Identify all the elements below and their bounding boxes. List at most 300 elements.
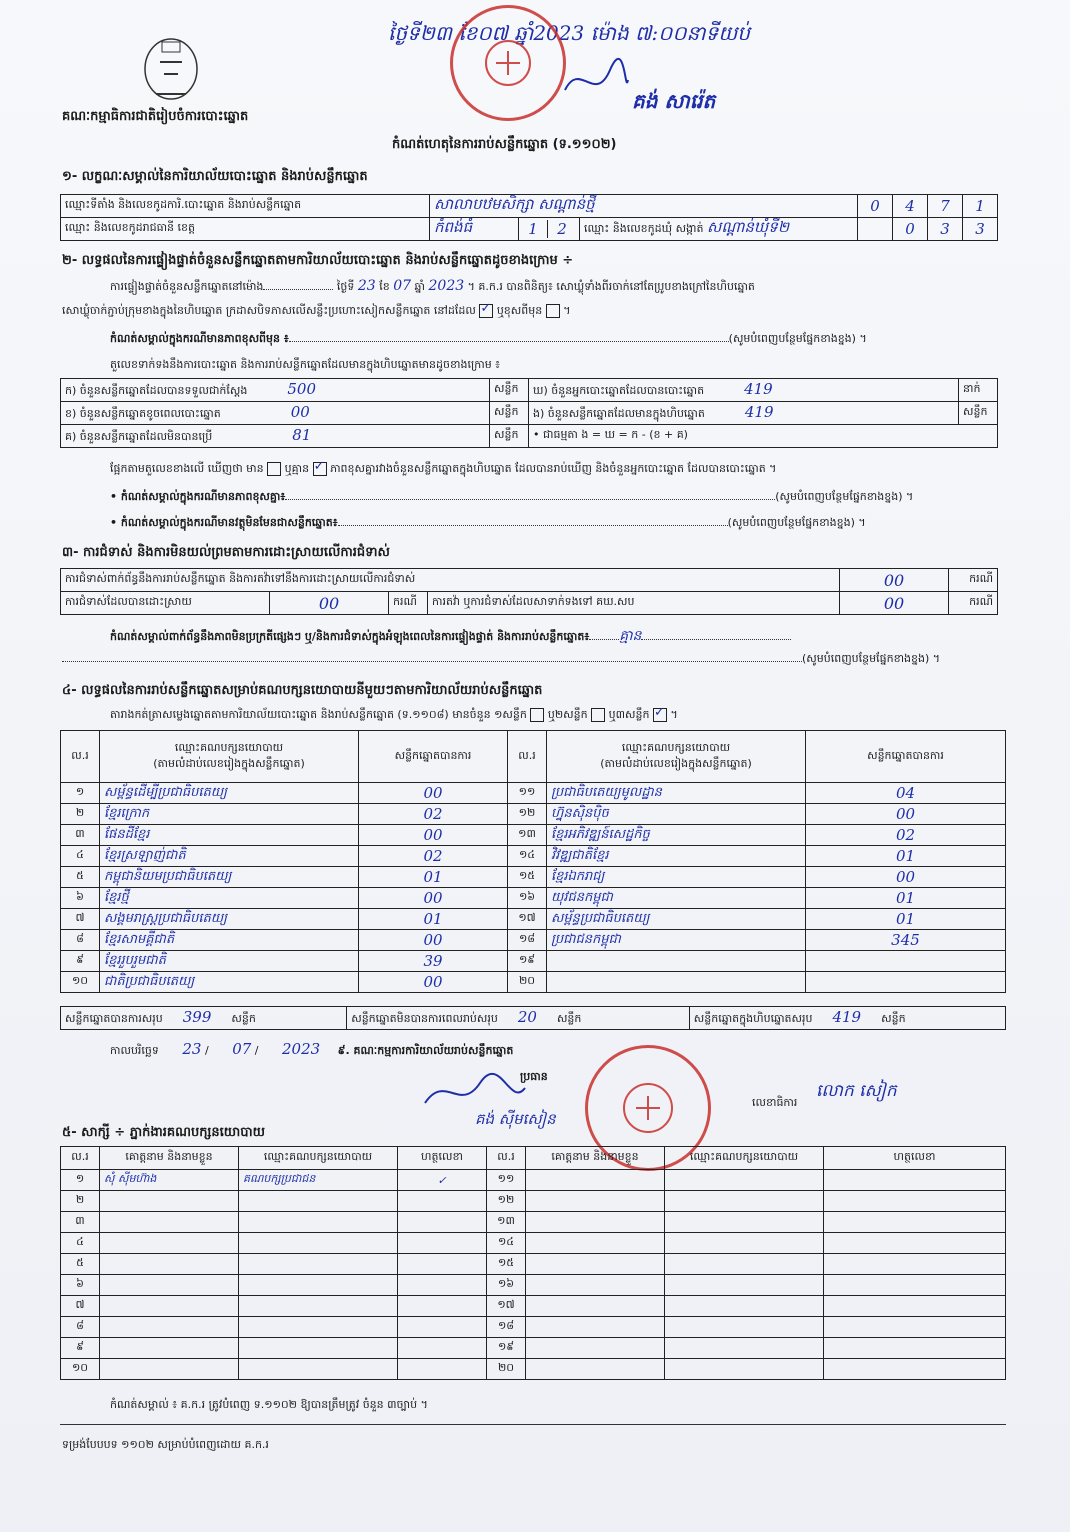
location-code-digit: 1	[963, 195, 998, 218]
witness-name	[100, 1296, 239, 1317]
witness-party	[665, 1338, 824, 1359]
party-name	[547, 972, 806, 993]
two-sheets-label: ឬ២សន្លឹក	[547, 708, 588, 721]
witness-name	[100, 1212, 239, 1233]
witness-name	[526, 1359, 665, 1380]
party-no: ២០	[508, 972, 547, 993]
witness-no: ៧	[61, 1296, 100, 1317]
objections-label: ការជំទាស់ពាក់ព័ន្ធនឹងការរាប់សន្លឹកឆ្នោត និងការតវ៉ាទៅនឹងការដោះស្រាយលើការជំទាស់	[61, 569, 840, 592]
location-code-digit: 4	[893, 195, 928, 218]
same-checkbox[interactable]	[479, 304, 493, 318]
table-row	[61, 783, 1006, 804]
national-emblem-icon	[140, 34, 202, 104]
party-no: ៧	[61, 909, 100, 930]
back-side-hint: (សូមបំពេញបន្ថែមផ្នែកខាងខ្នង) ។	[727, 516, 866, 529]
table-row	[61, 825, 1006, 846]
witness-no: ១១	[487, 1170, 526, 1191]
party-no: ៣	[61, 825, 100, 846]
two-sheets-checkbox[interactable]	[591, 708, 605, 722]
witness-signature	[824, 1359, 1006, 1380]
witness-name	[526, 1212, 665, 1233]
party-no: ១៩	[508, 951, 547, 972]
party-name: ប្រជាធិបតេយ្យមូលដ្ឋាន	[547, 783, 806, 804]
date-day: 23	[182, 1040, 202, 1058]
witness-party	[239, 1317, 398, 1338]
party-name: កម្ពុជានិយមប្រជាធិបតេយ្យ	[100, 867, 359, 888]
witness-signature	[398, 1275, 487, 1296]
ballots-received-value: 500	[287, 380, 316, 398]
col-no-header: ល.រ	[61, 731, 100, 783]
party-no: ៤	[61, 846, 100, 867]
date-committee-line: កាលបរិច្ឆេទ 23 / 07 / 2023 ៩. គណៈកម្មការការិយាល័យរាប់សន្លឹកឆ្នោត	[110, 1040, 514, 1058]
form-title: កំណត់ហេតុនៃការរាប់សន្លឹកឆ្នោត (ទ.១១០២)	[392, 137, 617, 152]
col-votes-header: សន្លឹកឆ្នោតបានការ	[806, 731, 1006, 783]
party-name: វិវឌ្ឍជាតិខ្មែរ	[547, 846, 806, 867]
party-name: ខ្មែរសាមគ្គីជាតិ	[100, 930, 359, 951]
witness-party	[665, 1317, 824, 1338]
witness-name	[526, 1296, 665, 1317]
no-discrepancy-checkbox[interactable]	[313, 462, 327, 476]
table-row	[61, 909, 1006, 930]
section1-table	[60, 194, 998, 241]
table-row	[61, 1212, 1006, 1233]
col-no-header: ល.រ	[508, 731, 547, 783]
witness-party	[665, 1359, 824, 1380]
tally-sheet-line: តារាងកត់ត្រាសម្លេងឆ្នោតតាមការិយាល័យបោះឆ្នោត និងរាប់សន្លឹកឆ្នោត (ទ.១១០៨) មានចំនួន ១សន្លឹក ឬ២សន្លឹក ឬ៣សន្លឹក ✓ ។	[110, 708, 678, 724]
witness-party	[665, 1170, 824, 1191]
party-no: ១៣	[508, 825, 547, 846]
committee-name: គណៈកម្មាធិការជាតិរៀបចំការបោះឆ្នោត	[62, 109, 249, 124]
unit-person: នាក់	[959, 379, 998, 402]
commune-code-digit: 3	[963, 218, 998, 241]
president-label: ប្រធាន	[520, 1070, 548, 1083]
party-votes: 00	[359, 972, 508, 993]
witness-name	[526, 1317, 665, 1338]
province-code-digit: 1	[519, 220, 548, 238]
three-sheets-label: ឬ៣សន្លឹក	[608, 708, 650, 721]
witness-no: ១៥	[487, 1254, 526, 1275]
total-box-cell	[689, 1007, 1005, 1030]
unit-ballot: សន្លឹក	[490, 379, 529, 402]
witness-signature	[398, 1233, 487, 1254]
total-box-value: 419	[832, 1008, 862, 1026]
c-label: គ) ចំនួនសន្លឹកឆ្នោតដែលមិនបានប្រើ	[65, 430, 213, 443]
total-valid-value: 399	[182, 1008, 212, 1026]
party-votes: 02	[359, 846, 508, 867]
table-row	[61, 1170, 1006, 1191]
party-no: ១៨	[508, 930, 547, 951]
section2-title: ២- លទ្ធផលនៃការផ្ទៀងផ្ទាត់ចំនួនសន្លឹកឆ្នោតតាមការិយាល័យបោះឆ្នោត និងរាប់សន្លឹកឆ្នោតដូចខាងក្រោម ÷	[62, 253, 574, 268]
section4-title: ៤- លទ្ធផលនៃការរាប់សន្លឹកឆ្នោតសម្រាប់គណបក្សនយោបាយនីមួយៗតាមការិយាល័យរាប់សន្លឹកឆ្នោត	[62, 683, 543, 698]
total-invalid-label: សន្លឹកឆ្នោតមិនបានការពេលរាប់សរុប	[351, 1012, 498, 1025]
witness-no: ១២	[487, 1191, 526, 1212]
col-party-subtitle: (តាមលំដាប់លេខរៀងក្នុងសន្លឹកឆ្នោត)	[600, 756, 752, 770]
witness-name	[100, 1338, 239, 1359]
total-valid-cell	[61, 1007, 347, 1030]
col-name-header: គោត្តនាម និងនាមខ្លួន	[100, 1147, 239, 1170]
province-code-digit: 2	[557, 220, 567, 238]
witness-party: គណបក្សប្រជាជន	[239, 1170, 398, 1191]
party-votes: 02	[806, 825, 1006, 846]
witness-signature	[398, 1254, 487, 1275]
spoiled-ballots-value: 00	[290, 403, 310, 421]
col-party-title: ឈ្មោះគណបក្សនយោបាយ	[174, 740, 284, 754]
party-votes: 01	[806, 888, 1006, 909]
witness-name	[526, 1170, 665, 1191]
back-side-hint: (សូមបំពេញបន្ថែមផ្នែកខាងខ្នង) ។	[728, 332, 867, 345]
witness-signature	[824, 1296, 1006, 1317]
unit-ballot: សន្លឹក	[556, 1012, 582, 1025]
table-row	[61, 951, 1006, 972]
a-label: ក) ចំនួនសន្លឹកឆ្នោតដែលបានទទួលជាក់ស្តែង	[65, 384, 248, 397]
section1-title: ១- លក្ខណៈសម្គាល់នៃការិយាល័យបោះឆ្នោត និងរាប់សន្លឹកឆ្នោត	[62, 169, 368, 184]
party-votes: 39	[359, 951, 508, 972]
ballots-received-label	[61, 379, 490, 402]
witness-name	[100, 1191, 239, 1212]
party-no: ៦	[61, 888, 100, 909]
party-results-table	[60, 730, 1006, 993]
witness-name	[526, 1191, 665, 1212]
witness-name	[100, 1254, 239, 1275]
witness-signature	[824, 1212, 1006, 1233]
col-name-header: គោត្តនាម និងនាមខ្លួន	[526, 1147, 665, 1170]
col-party-subtitle: (តាមលំដាប់លេខរៀងក្នុងសន្លឹកឆ្នោត)	[153, 756, 305, 770]
secretary-label: លេខាធិការ	[752, 1096, 798, 1109]
witness-party	[665, 1296, 824, 1317]
verification-line	[110, 278, 1010, 296]
witness-no: ២	[61, 1191, 100, 1212]
party-votes: 02	[359, 804, 508, 825]
location-code-digit: 0	[858, 195, 893, 218]
province-value: កំពង់ធំ	[430, 218, 519, 241]
official-stamp-top	[450, 5, 566, 121]
party-no: ៩	[61, 951, 100, 972]
col-sign-header: ហត្ថលេខា	[824, 1147, 1006, 1170]
unit-ballot: សន្លឹក	[490, 402, 529, 425]
table-row	[61, 1317, 1006, 1338]
party-name: ខ្មែររួបរួមជាតិ	[100, 951, 359, 972]
witness-signature	[824, 1338, 1006, 1359]
verification-text-rest: ។ គ.ក.រ បានពិនិត្យ៖ សោឃ្លុំទាំងពីរចាក់នៅតែប្រូបខាងក្រៅនៃហិបឆ្នោត	[467, 280, 755, 293]
witness-no: ១០	[61, 1359, 100, 1380]
voters-voted-label	[529, 379, 959, 402]
ballot-figures-table	[60, 378, 998, 448]
table-row	[61, 867, 1006, 888]
col-no-header: ល.រ	[487, 1147, 526, 1170]
has-discrepancy-checkbox[interactable]	[267, 462, 281, 476]
party-name: ជាតិប្រជាធិបតេយ្យ	[100, 972, 359, 993]
col-party-title: ឈ្មោះគណបក្សនយោបាយ	[621, 740, 731, 754]
footnote: កំណត់សម្គាល់ ៖ គ.ក.រ ត្រូវបំពេញ ទ.១១០២ ឱ្យបានត្រឹមត្រូវ ចំនួន ៣ច្បាប់ ។	[110, 1398, 428, 1411]
foreign-object-note-label: • កំណត់សម្គាល់ក្នុងករណីមានវត្ថុមិនមែនជាសន្លឹកឆ្នោត៖	[110, 516, 338, 529]
witness-party	[239, 1191, 398, 1212]
location-code-digit: 7	[928, 195, 963, 218]
witness-signature	[824, 1191, 1006, 1212]
secretary-signature: លោក សៀក	[816, 1081, 897, 1101]
date-month: 07	[232, 1040, 252, 1058]
witness-party	[239, 1254, 398, 1275]
formula: • ជាធម្មតា ង = ឃ = ក - (ខ + គ)	[529, 425, 998, 448]
party-votes: 04	[806, 783, 1006, 804]
witness-no: ១៣	[487, 1212, 526, 1233]
witness-party	[665, 1212, 824, 1233]
party-no: ១	[61, 783, 100, 804]
witness-signature	[398, 1359, 487, 1380]
province-code	[519, 218, 580, 241]
irregularity-note-line	[110, 626, 1000, 647]
party-name	[547, 951, 806, 972]
objections-table	[60, 568, 998, 615]
witness-signature	[824, 1233, 1006, 1254]
location-label: ឈ្មោះទីតាំង និងលេខកូដការិ.បោះឆ្នោត និងរាប់សន្លឹកឆ្នោត	[61, 195, 430, 218]
party-name: សម្ព័ន្ធដើម្បីប្រជាធិបតេយ្យ	[100, 783, 359, 804]
party-no: ១១	[508, 783, 547, 804]
commune-code-digit: 3	[928, 218, 963, 241]
d-label: ឃ) ចំនួនអ្នកបោះឆ្នោតដែលបានបោះឆ្នោត	[533, 384, 705, 397]
witness-party	[239, 1275, 398, 1296]
e-label: ង) ចំនួនសន្លឹកឆ្នោតដែលមានក្នុងហិបឆ្នោត	[533, 407, 705, 420]
party-no: ៨	[61, 930, 100, 951]
unit-ballot: សន្លឹក	[231, 1012, 256, 1025]
president-name: គង់ ស៊ីមសៀន	[475, 1110, 556, 1128]
witness-no: ៨	[61, 1317, 100, 1338]
party-name: ខ្មែរថ្មី	[100, 888, 359, 909]
handwritten-signer-name: គង់ សារ៉េត	[632, 89, 716, 113]
party-name: សម្ព័ន្ធប្រជាធិបតេយ្យ	[547, 909, 806, 930]
appeals-label: ការតវ៉ា ឬការជំទាស់ដែលសាទាក់ទងទៅ គឃ.សប	[428, 592, 840, 615]
party-name: ខ្មែរអភិវឌ្ឍន៍សេដ្ឋកិច្ច	[547, 825, 806, 846]
empty-cell	[858, 218, 893, 241]
party-votes: 01	[806, 846, 1006, 867]
witness-party	[665, 1275, 824, 1296]
discrepancy-note-line	[110, 490, 1000, 506]
witness-no: ១៨	[487, 1317, 526, 1338]
witness-no: ២០	[487, 1359, 526, 1380]
party-no: ១៦	[508, 888, 547, 909]
witness-party	[239, 1296, 398, 1317]
table-row	[61, 804, 1006, 825]
verification-text: ការផ្ទៀងផ្ទាត់ចំនួនសន្លឹកឆ្នោតនៅម៉ោង	[110, 280, 264, 293]
party-votes: 00	[806, 867, 1006, 888]
witness-name	[526, 1254, 665, 1275]
year-label: ឆ្នាំ	[414, 280, 425, 293]
witness-no: ១៤	[487, 1233, 526, 1254]
unit-ballot: សន្លឹក	[959, 402, 998, 425]
party-votes: 00	[359, 930, 508, 951]
day-label: ថ្ងៃទី	[336, 280, 355, 293]
party-votes: 345	[806, 930, 1006, 951]
foreign-object-note-line	[110, 516, 1000, 532]
discrepancy-line	[110, 462, 776, 478]
three-sheets-checkbox[interactable]	[653, 708, 667, 722]
witness-name	[526, 1275, 665, 1296]
col-party-header	[100, 731, 359, 783]
province-label: ឈ្មោះ និងលេខកូដរាជធានី ខេត្ត	[61, 218, 430, 241]
witness-signature	[824, 1254, 1006, 1275]
party-no: ១០	[61, 972, 100, 993]
party-votes: 01	[359, 909, 508, 930]
witness-signature	[824, 1317, 1006, 1338]
witness-table	[60, 1146, 1006, 1380]
witness-signature	[398, 1317, 487, 1338]
no-discrepancy-label: ឬគ្មាន	[284, 462, 310, 475]
ballots-in-box-label	[529, 402, 959, 425]
col-party-header	[547, 731, 806, 783]
different-checkbox[interactable]	[546, 304, 560, 318]
party-name: ខ្មែរឯករាជ្យ	[547, 867, 806, 888]
stamp-emblem-icon	[616, 1076, 680, 1140]
commune-code-digit: 0	[893, 218, 928, 241]
table-row	[61, 1296, 1006, 1317]
witness-no: ៣	[61, 1212, 100, 1233]
day-value: 23	[357, 278, 376, 294]
witness-signature	[824, 1170, 1006, 1191]
unit-ballot: សន្លឹក	[881, 1012, 906, 1025]
witness-signature	[824, 1275, 1006, 1296]
party-votes: 00	[806, 804, 1006, 825]
witness-name: សុំ ស៊ីមហ៊ាង	[100, 1170, 239, 1191]
irregularity-note-value: គ្មាន	[619, 628, 642, 644]
handwritten-date-time: ថ្ងៃទី២៣ ខែ០៧ ឆ្នាំ2023 ម៉ោង ៧:០០នាទីយប់	[388, 21, 750, 45]
year-value: 2023	[428, 278, 465, 294]
irregularity-note-label: កំណត់សម្គាល់ពាក់ព័ន្ធនឹងភាពមិនប្រក្រតីផ្សេងៗ ឬ/និងការជំទាស់ក្នុងអំឡុងពេលនៃការផ្ទៀងផ្ទាត់ និងការរាប់សន្លឹកឆ្នោត៖	[110, 630, 590, 643]
party-name: សង្គមរាស្ត្រប្រជាធិបតេយ្យ	[100, 909, 359, 930]
table-row	[61, 1233, 1006, 1254]
one-sheet-checkbox[interactable]	[530, 708, 544, 722]
difference-note-line	[110, 332, 1010, 348]
witness-no: ៥	[61, 1254, 100, 1275]
signature-top	[560, 50, 630, 110]
witness-party	[239, 1212, 398, 1233]
witness-no: ៩	[61, 1338, 100, 1359]
stamp-emblem-icon	[478, 33, 538, 93]
section3-title: ៣- ការជំទាស់ និងការមិនយល់ព្រមតាមការដោះស្រាយលើការជំទាស់	[62, 545, 390, 560]
party-votes: 01	[806, 909, 1006, 930]
month-value: 07	[393, 278, 412, 294]
witness-signature	[398, 1212, 487, 1233]
voters-voted-value: 419	[744, 380, 773, 398]
col-sign-header: ហត្ថលេខា	[398, 1147, 487, 1170]
month-label: ខែ	[379, 280, 390, 293]
witness-signature	[398, 1296, 487, 1317]
date-label: កាលបរិច្ឆេទ	[110, 1044, 159, 1057]
unit-case: ករណី	[949, 592, 998, 615]
party-no: ៥	[61, 867, 100, 888]
col-no-header: ល.រ	[61, 1147, 100, 1170]
table-row	[61, 1275, 1006, 1296]
party-votes: 00	[359, 825, 508, 846]
witness-party	[665, 1233, 824, 1254]
resolved-value: 00	[270, 592, 389, 615]
unit-ballot: សន្លឹក	[490, 425, 529, 448]
section5-title: ៥- សាក្សី ÷ ភ្នាក់ងារគណបក្សនយោបាយ	[62, 1125, 265, 1140]
witness-signature	[398, 1191, 487, 1212]
total-valid-label: សន្លឹកឆ្នោតបានការសរុប	[65, 1012, 163, 1025]
witness-name	[100, 1275, 239, 1296]
table-row	[61, 972, 1006, 993]
form-footer: ទម្រង់បែបបទ ១១០២ សម្រាប់បំពេញដោយ គ.ក.រ	[62, 1438, 269, 1451]
table-row	[61, 1254, 1006, 1275]
witness-no: ៤	[61, 1233, 100, 1254]
col-votes-header: សន្លឹកឆ្នោតបានការ	[359, 731, 508, 783]
party-name: ផែនដីខ្មែរ	[100, 825, 359, 846]
table-row	[61, 1338, 1006, 1359]
witness-no: ១៩	[487, 1338, 526, 1359]
objections-value: 00	[840, 569, 949, 592]
party-votes	[806, 951, 1006, 972]
unit-case: ករណី	[389, 592, 428, 615]
appeals-value: 00	[840, 592, 949, 615]
seal-text: សោឃ្លុំចាក់ភ្ជាប់ក្រុមខាងក្នុងនៃហិបឆ្នោត ក្រដាសបិទភាសលើសន្លឹះប្រហោះសៀកសន្លឹកឆ្នោត នៅដដែល	[62, 304, 476, 317]
witness-party	[665, 1191, 824, 1212]
total-invalid-value: 20	[517, 1008, 537, 1026]
commune-cell	[580, 218, 858, 241]
party-name: ខ្មែរស្រឡាញ់ជាតិ	[100, 846, 359, 867]
witness-no: ១៧	[487, 1296, 526, 1317]
party-name: ខ្មែរក្រោក	[100, 804, 359, 825]
discrepancy-text-a: ផ្អែកតាមតួលេខខាងលើ ឃើញថា មាន	[110, 462, 264, 475]
witness-party	[239, 1233, 398, 1254]
party-votes	[806, 972, 1006, 993]
party-votes: 00	[359, 888, 508, 909]
witness-party	[239, 1359, 398, 1380]
ballots-in-box-value: 419	[744, 403, 774, 421]
witness-name	[526, 1338, 665, 1359]
party-name: ប្រជាជនកម្ពុជា	[547, 930, 806, 951]
seal-line: សោឃ្លុំចាក់ភ្ជាប់ក្រុមខាងក្នុងនៃហិបឆ្នោត ក្រដាសបិទភាសលើសន្លឹះប្រហោះសៀកសន្លឹកឆ្នោត នៅដដែល ✓ ឬខុសពីមុន ។	[62, 304, 570, 320]
unit-case: ករណី	[949, 569, 998, 592]
commune-value: សណ្ដាន់ឃុំទី២	[707, 218, 790, 236]
col-party-header: ឈ្មោះគណបក្សនយោបាយ	[239, 1147, 398, 1170]
table-row	[61, 930, 1006, 951]
party-name: យុវជនកម្ពុជា	[547, 888, 806, 909]
back-side-hint: (សូមបំពេញបន្ថែមផ្នែកខាងខ្នង) ។	[775, 490, 914, 503]
unused-ballots-label	[61, 425, 490, 448]
party-no: ១២	[508, 804, 547, 825]
table-row	[61, 846, 1006, 867]
witness-name	[100, 1317, 239, 1338]
witness-name	[100, 1359, 239, 1380]
party-votes: 00	[359, 783, 508, 804]
tally-sheet-text: តារាងកត់ត្រាសម្លេងឆ្នោតតាមការិយាល័យបោះឆ្នោត និងរាប់សន្លឹកឆ្នោត (ទ.១១០៨) មានចំនួន ១សន្លឹក	[110, 708, 527, 721]
date-year: 2023	[281, 1040, 321, 1058]
witness-party	[239, 1338, 398, 1359]
b-label: ខ) ចំនួនសន្លឹកឆ្នោតខូចពេលបោះឆ្នោត	[65, 407, 221, 420]
unused-ballots-value: 81	[292, 426, 312, 444]
witness-no: ១	[61, 1170, 100, 1191]
committee-label: ៩. គណៈកម្មការការិយាល័យរាប់សន្លឹកឆ្នោត	[337, 1044, 514, 1057]
witness-name	[526, 1233, 665, 1254]
witness-no: ១៦	[487, 1275, 526, 1296]
discrepancy-note-label: • កំណត់សម្គាល់ក្នុងករណីមានភាពខុសគ្នា៖	[110, 490, 286, 503]
total-box-label: សន្លឹកឆ្នោតក្នុងហិបឆ្នោតសរុប	[693, 1012, 813, 1025]
table-row	[61, 888, 1006, 909]
figures-intro: តួលេខទាក់ទងនឹងការបោះឆ្នោត និងការរាប់សន្លឹកឆ្នោតដែលមានក្នុងហិបឆ្នោតមានដូចខាងក្រោម ៖	[110, 358, 501, 371]
table-row	[61, 1191, 1006, 1212]
irregularity-note-line-2	[62, 652, 1002, 668]
party-no: ១៤	[508, 846, 547, 867]
party-name: ហ្វ៊ុនស៊ិនប៉ិច	[547, 804, 806, 825]
totals-table	[60, 1006, 1006, 1030]
resolved-label: ការជំទាស់ដែលបានដោះស្រាយ	[61, 592, 270, 615]
witness-name	[100, 1233, 239, 1254]
total-invalid-cell	[347, 1007, 690, 1030]
difference-note-label: កំណត់សម្គាល់ក្នុងករណីមានភាពខុសពីមុន ៖	[110, 332, 289, 345]
witness-signature: ✓	[398, 1170, 487, 1191]
party-no: ២	[61, 804, 100, 825]
party-votes: 01	[359, 867, 508, 888]
different-label: ឬខុសពីមុន	[496, 304, 543, 317]
